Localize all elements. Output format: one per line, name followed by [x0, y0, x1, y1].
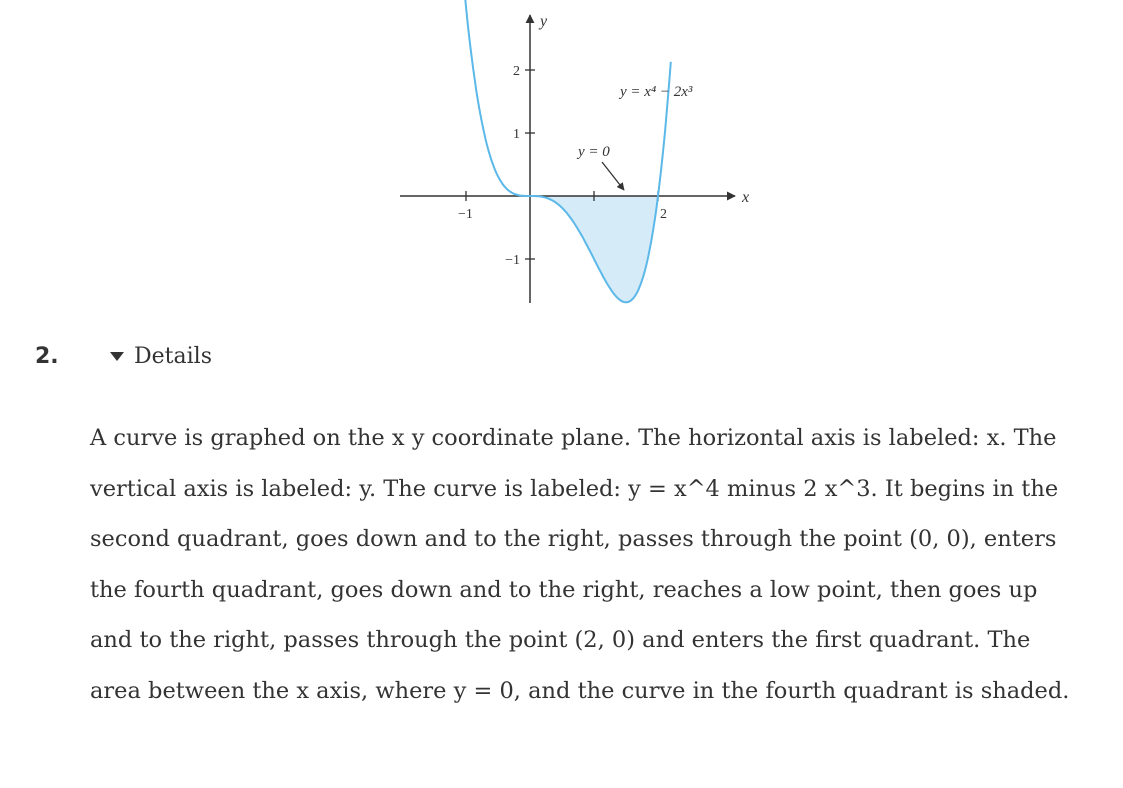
y-tick-label: −1 — [505, 253, 520, 268]
y-tick-label: 2 — [513, 64, 520, 79]
shade-label: y = 0 — [578, 144, 610, 160]
curve-label: y = x⁴ − 2x³ — [620, 84, 693, 100]
x-tick-label: −1 — [458, 207, 473, 222]
graph-figure — [0, 0, 1123, 330]
caret-down-icon — [110, 352, 124, 361]
figure-description: A curve is graphed on the x y coordinate plane. The horizontal axis is labeled: x. The vertical axis is labeled: y. The curve is labeled: y = x^4 minus 2 x^3. It begins in the second quadrant, goes down and to the right, passes through the point (0, 0), enters the fourth quadrant, goes down and to the right, reaches a low point, then goes up and to the right, passes through the point (2, 0) and enters the first quadrant. The area between the x axis, where y = 0, and the curve in the fourth quadrant is shaded. — [90, 425, 1070, 704]
y-tick-label: 1 — [513, 127, 520, 142]
y-axis-label: y — [540, 13, 548, 30]
label-pointer-arrow — [602, 162, 624, 190]
details-toggle[interactable] — [110, 344, 212, 369]
question-number: 2. — [35, 344, 59, 369]
x-axis-label: x — [742, 189, 750, 206]
x-tick-label: 2 — [660, 207, 667, 222]
details-label: Details — [134, 344, 212, 369]
